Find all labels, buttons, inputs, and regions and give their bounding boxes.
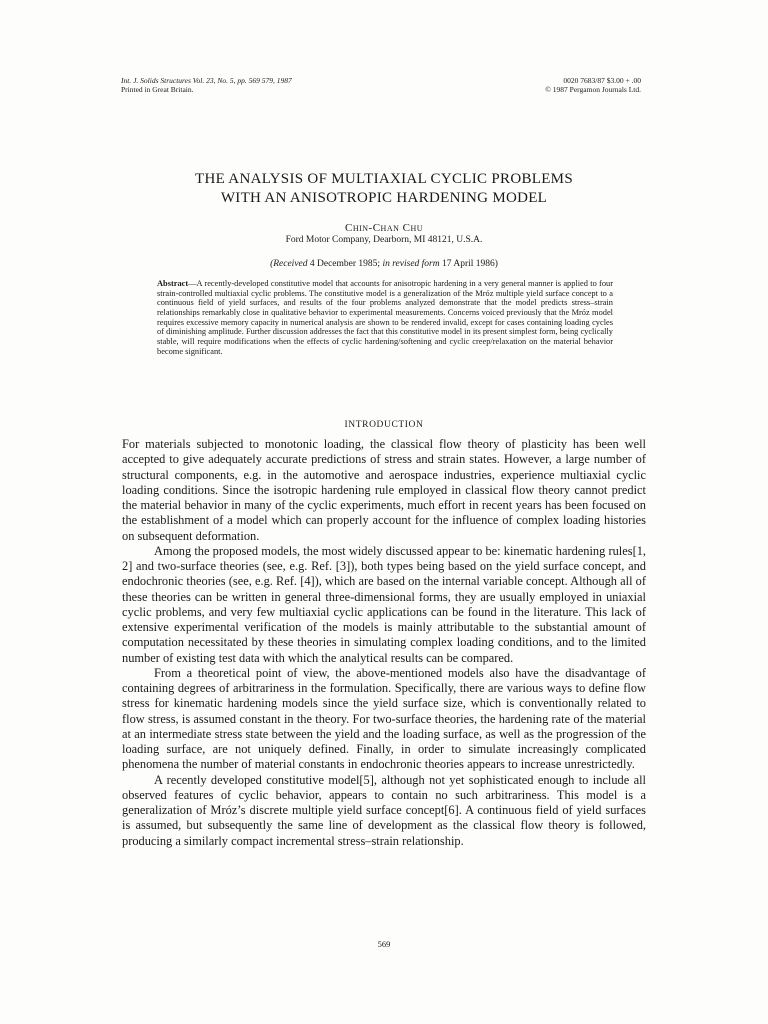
title-line-1: THE ANALYSIS OF MULTIAXIAL CYCLIC PROBLEMS — [195, 171, 573, 187]
received-dates — [0, 259, 768, 269]
copyright-notice: © 1987 Pergamon Journals Ltd. — [545, 85, 641, 94]
journal-reference: Int. J. Solids Structures Vol. 23, No. 5, pp. 569 579, 1987 — [121, 76, 292, 85]
title-line-2: WITH AN ANISOTROPIC HARDENING MODEL — [220, 190, 548, 206]
publisher-info — [545, 76, 641, 94]
paragraph: For materials subjected to monotonic loading, the classical flow theory of plasticity has been well accepted to give adequately accurate predictions of stress and strain states. However, a large number of structural components, e.g. in the automotive and aerospace industries, experience multiaxial cyclic loading conditions. Since the isotropic hardening rule employed in classical flow theory cannot predict the material behavior in many of the cyclic experiments, much effort in recent years has been focused on the establishment of a model which can properly account for the influence of complex loading histories on subsequent deformation. — [122, 437, 646, 543]
revised-label: in revised form — [382, 259, 440, 269]
section-heading: INTRODUCTION — [344, 420, 424, 430]
author-affiliation: Ford Motor Company, Dearborn, MI 48121, U.S.A. — [285, 235, 483, 245]
paragraph: From a theoretical point of view, the above-mentioned models also have the disadvantage of containing degrees of arbitrariness in the formulation. Specifically, there are various ways to define flow stress for kinematic hardening models since the yield surface size, which is conventionally related to flow stress, is assumed constant in the theory. For two-surface theories, the hardening rate of the material at an intermediate stress state between the yield and the loading surface, as well as the progression of the loading surface, are not uniquely defined. Finally, in order to simulate increasingly complicated phenomena the number of material constants in endochronic theories appears to increase unrestrictedly. — [122, 665, 646, 772]
journal-citation — [121, 76, 292, 94]
page-number: 569 — [377, 939, 391, 949]
printed-in: Printed in Great Britain. — [121, 85, 194, 94]
abstract-label: Abstract — [157, 279, 189, 288]
body-text — [122, 437, 646, 849]
received-label: (Received — [270, 259, 308, 269]
revised-date: 17 April 1986) — [441, 259, 498, 269]
abstract-text: —A recently-developed constitutive model that accounts for anisotropic hardening in a very general manner is applied to four strain-controlled multiaxial cyclic problems. The constitutive model is a generalization of the Mróz multiple yield surface concept to a continuous field of yield surfaces, and results of the four problems analyzed demonstrate that the model predicts stress–strain relationships remarkably close in qualitative behavior to experimental measurements. Concerns voiced previously that the Mróz model requires excessive memory capacity in numerical analysis are shown to be rendered invalid, except for cases containing loading cycles of diminishing amplitude. Further discussion addresses the fact that this constitutive model in its present simplest form, being cyclically stable, will require modifications when the effects of cyclic hardening/softening and cyclic creep/relaxation on the material behavior become significant. — [157, 279, 613, 356]
article-code: 0020 7683/87 $3.00 + .00 — [563, 76, 641, 85]
paragraph: A recently developed constitutive model[5], although not yet sophisticated enough to include all observed features of cyclic behavior, appears to contain no such arbitrariness. This model is a generalization of Mróz’s discrete multiple yield surface concept[6]. A continuous field of yield surfaces is assumed, but subsequently the same line of development as the classical flow theory is followed, producing a similarly compact incremental stress–strain relationship. — [122, 772, 646, 848]
received-date: 4 December 1985; — [309, 259, 381, 269]
paragraph: Among the proposed models, the most widely discussed appear to be: kinematic hardening rules[1, 2] and two-surface theories (see, e.g. Ref. [3]), both types being based on the yield surface concept, and endochronic theories (see, e.g. Ref. [4]), which are based on the internal variable concept. Although all of these theories can be written in general three-dimensional forms, they are usually employed in uniaxial cyclic problems, and very few multiaxial cyclic applications can be found in the literature. This lack of extensive experimental verification of the models is mainly attributable to the substantial amount of computation necessitated by these theories in simulating complex loading conditions, and to the limited number of existing test data with which the analytical results can be compared. — [122, 543, 646, 665]
abstract — [157, 279, 613, 356]
author-name: Chin-Chan Chu — [344, 222, 424, 234]
paper-title — [0, 170, 768, 208]
